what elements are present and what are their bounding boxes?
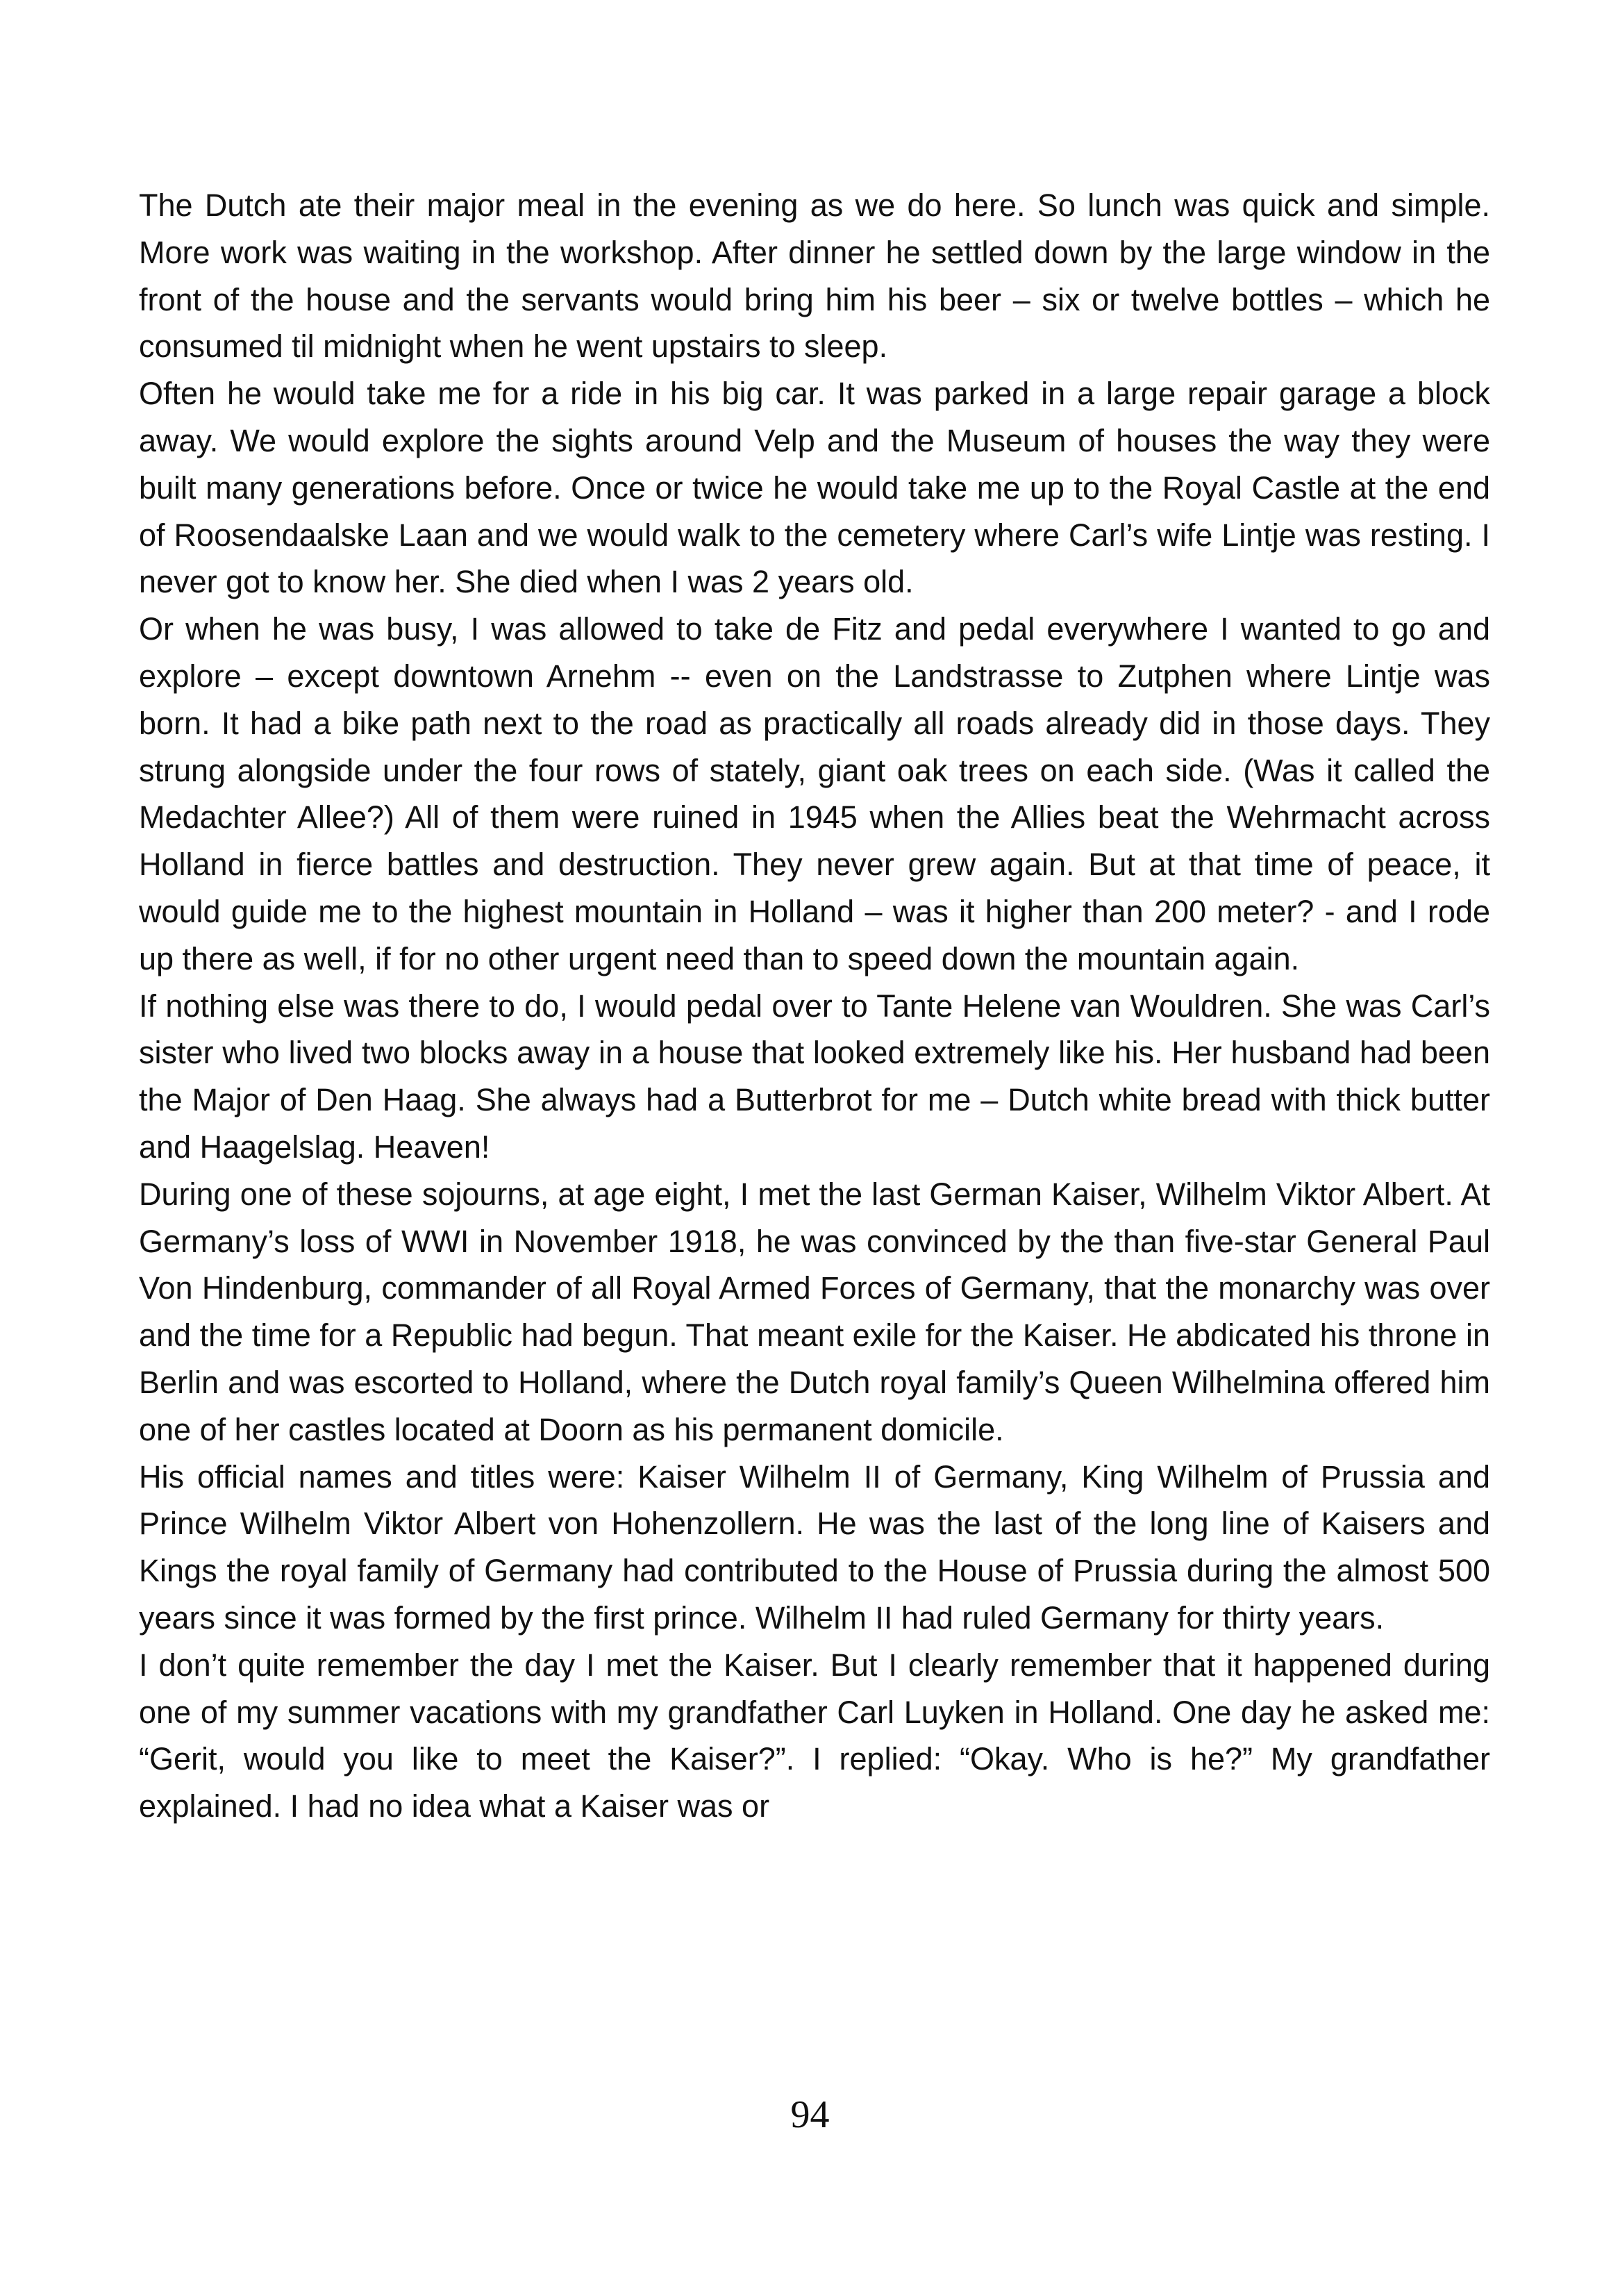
body-text xyxy=(139,182,1490,1830)
page-number: 94 xyxy=(790,2093,830,2136)
paragraph-car-rides: Often he would take me for a ride in his big car. It was parked in a large repair garage a block away. We would explore the sights around Velp and the Museum of houses the way they were built many generations before. Once or twice he would take me up to the Royal Castle at the end of Roosendaalske Laan and we would walk to the cemetery where Carl’s wife Lintje was resting. I never got to know her. She died when I was 2 years old. xyxy=(139,376,1490,600)
paragraph-meeting-kaiser: I don’t quite remember the day I met the Kaiser. But I clearly remember that it happened during one of my summer vacations with my grandfather Carl Luyken in Holland. One day he asked me: “Gerit, would you like to meet the Kaiser?”. I replied: “Okay. Who is he?” My grandfather explained. I had no idea what a Kaiser was or xyxy=(139,1647,1490,1824)
paragraph-tante-helene: If nothing else was there to do, I would pedal over to Tante Helene van Wouldren. She was Carl’s sister who lived two blocks away in a house that looked extremely like his. Her husband had been the Major of Den Haag. She always had a Butterbrot for me – Dutch white bread with thick butter and Haagelslag. Heaven! xyxy=(139,988,1490,1165)
paragraph-bike-explore: Or when he was busy, I was allowed to take de Fitz and pedal everywhere I wanted to go and explore – except downtown Arnehm -- even on the Landstrasse to Zutphen where Lintje was born. It had a bike path next to the road as practically all roads already did in those days. They strung alongside under the four rows of stately, giant oak trees on each side. (Was it called the Medachter Allee?) All of them were ruined in 1945 when the Allies beat the Wehrmacht across Holland in fierce battles and destruction. They never grew again. But at that time of peace, it would guide me to the highest mountain in Holland – was it higher than 200 meter? - and I rode up there as well, if for no other urgent need than to speed down the mountain again. xyxy=(139,611,1490,976)
paragraph-kaiser-titles: His official names and titles were: Kaiser Wilhelm II of Germany, King Wilhelm of Prussia and Prince Wilhelm Viktor Albert von Hohenzollern. He was the last of the long line of Kaisers and Kings the royal family of Germany had contributed to the House of Prussia during the almost 500 years since it was formed by the first prince. Wilhelm II had ruled Germany for thirty years. xyxy=(139,1458,1490,1636)
paragraph-evening-meal: The Dutch ate their major meal in the evening as we do here. So lunch was quick and simple. More work was waiting in the workshop. After dinner he settled down by the large window in the front of the house and the servants would bring him his beer – six or twelve bottles – which he consumed til midnight when he went upstairs to sleep. xyxy=(139,188,1490,365)
paragraph-kaiser-exile: During one of these sojourns, at age eight, I met the last German Kaiser, Wilhelm Viktor Albert. At Germany’s loss of WWI in November 1918, he was convinced by the than five-star General Paul Von Hindenburg, commander of all Royal Armed Forces of Germany, that the monarchy was over and the time for a Republic had begun. That meant exile for the Kaiser. He abdicated his throne in Berlin and was escorted to Holland, where the Dutch royal family’s Queen Wilhelmina offered him one of her castles located at Doorn as his permanent domicile. xyxy=(139,1176,1490,1447)
